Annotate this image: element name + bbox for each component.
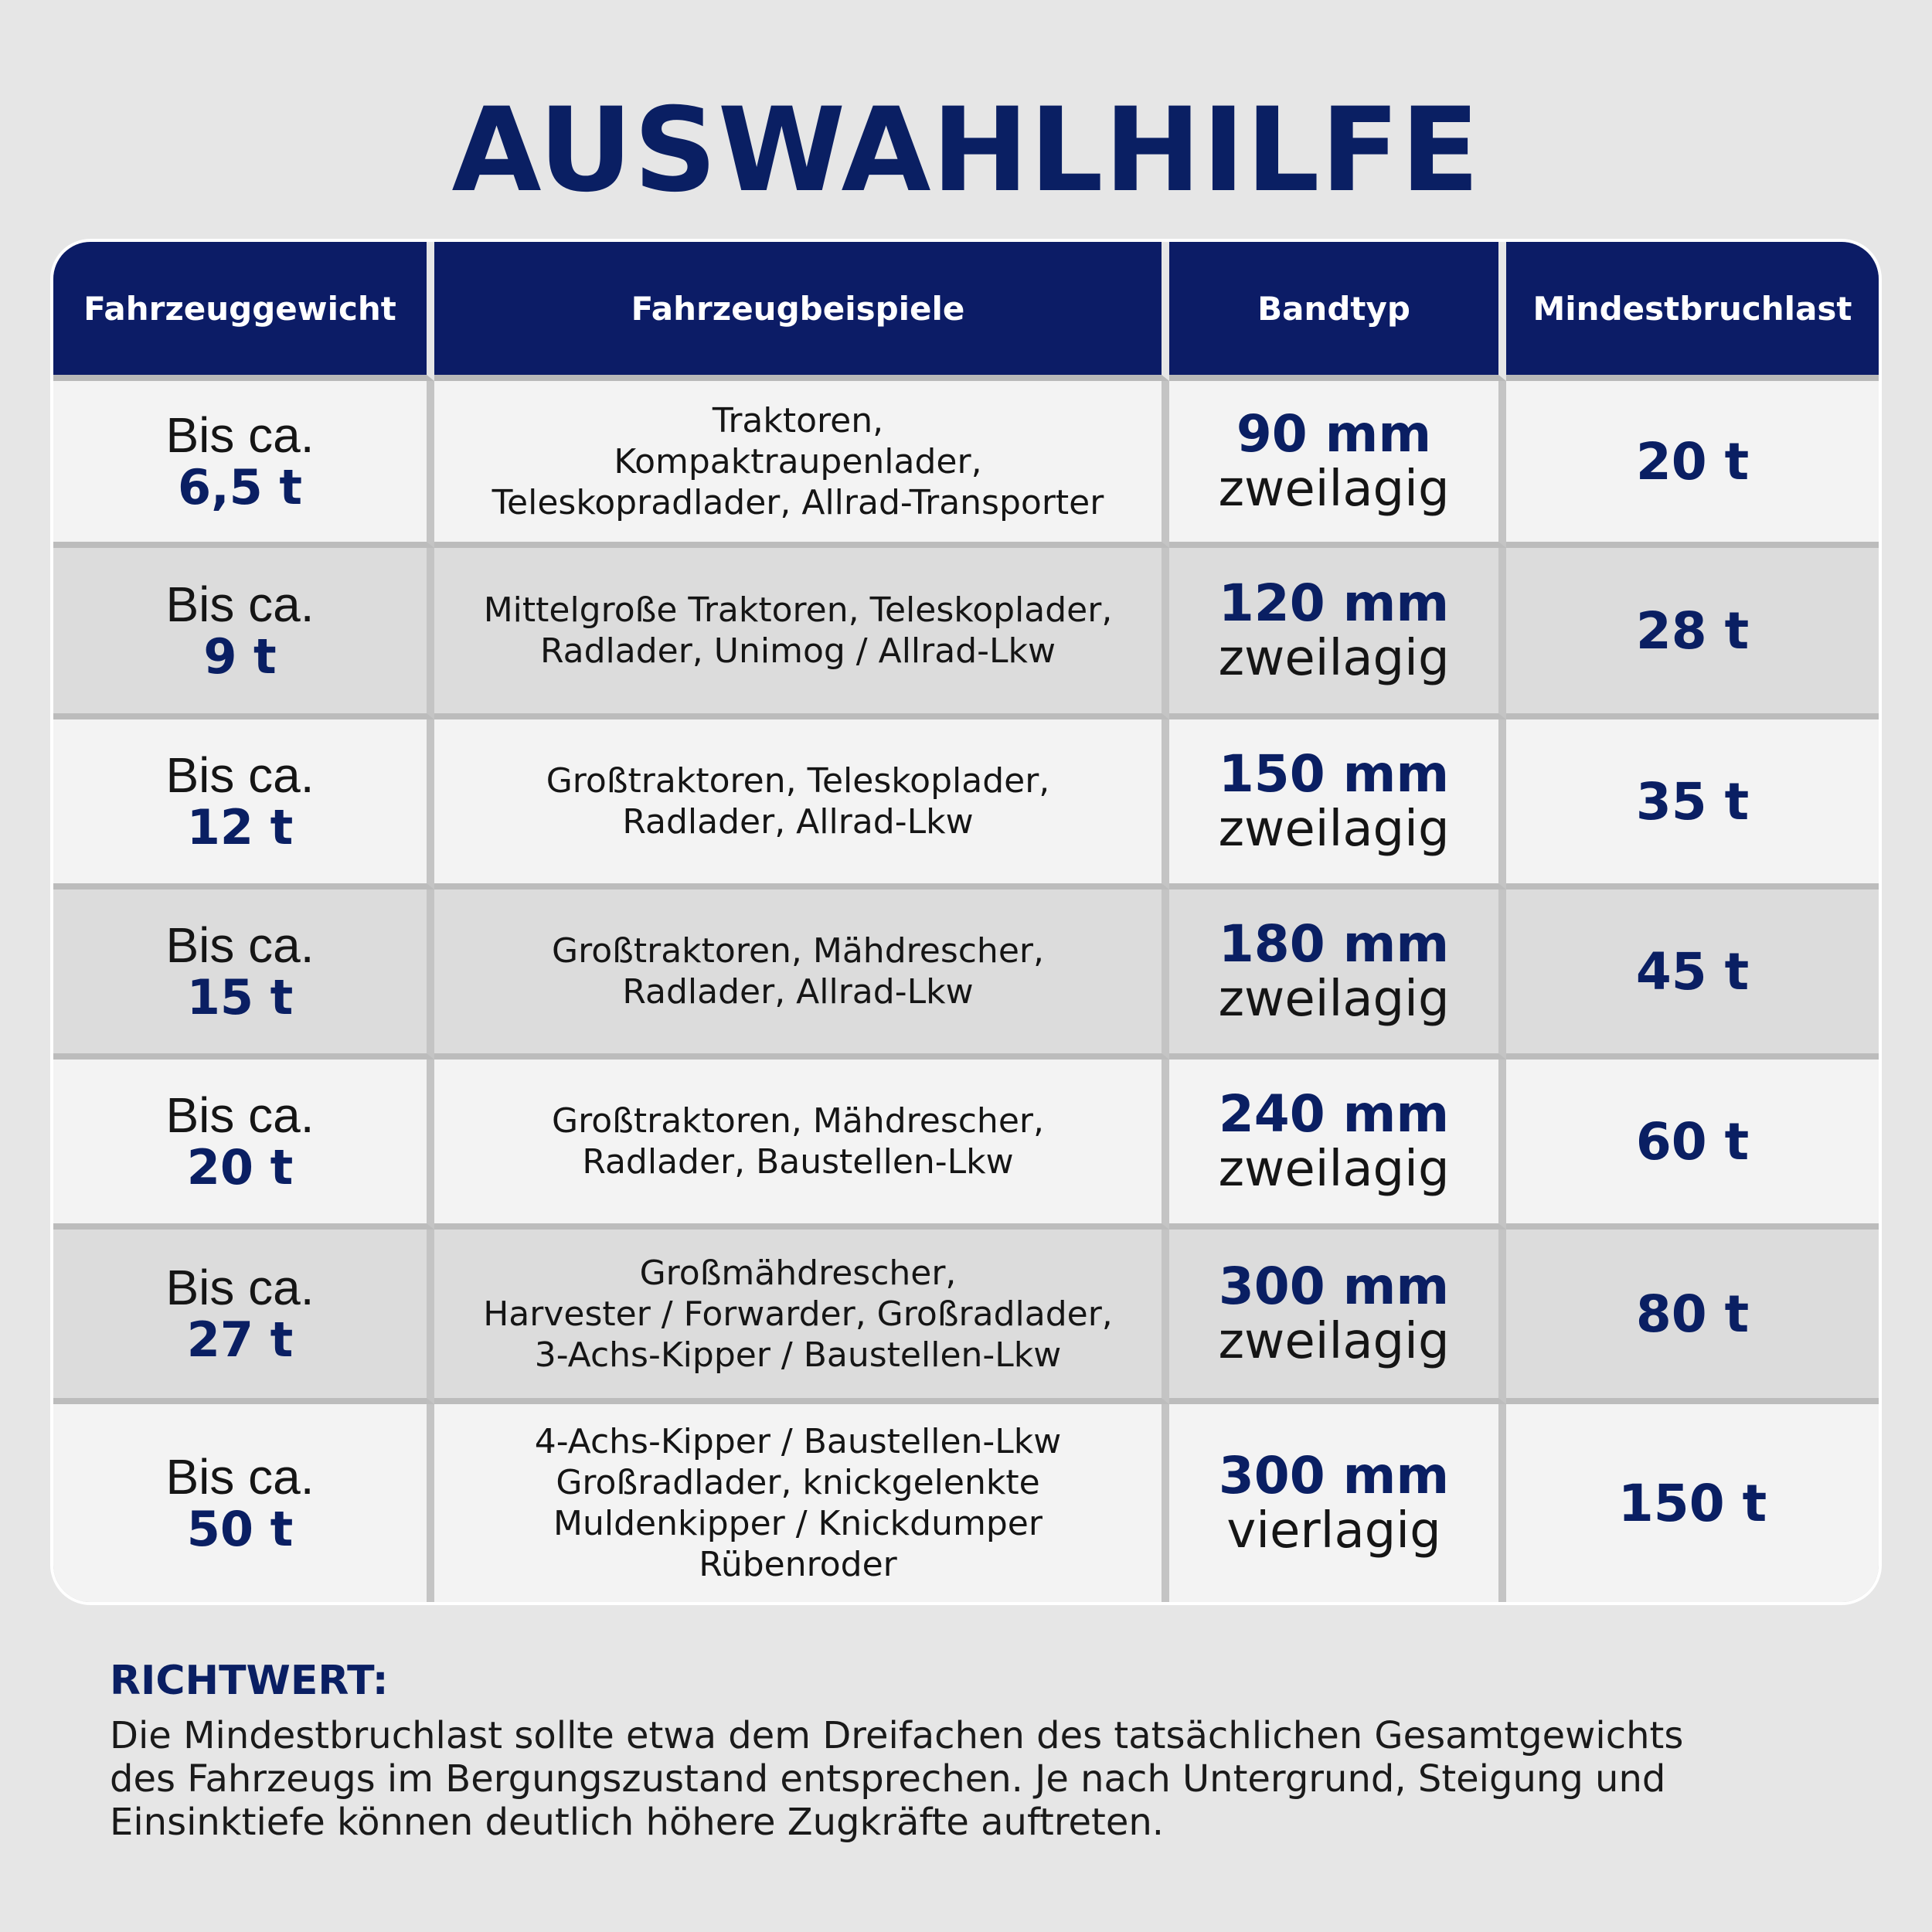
example-line: Großtraktoren, Teleskoplader, xyxy=(546,761,1050,801)
weight-prefix: Bis ca. xyxy=(165,1449,315,1505)
band-size: 90 mm xyxy=(1236,404,1432,464)
example-line: Harvester / Forwarder, Großradlader, xyxy=(483,1294,1113,1334)
weight-value: 12 t xyxy=(186,799,294,855)
example-line: Rübenroder xyxy=(699,1545,897,1584)
table-row xyxy=(53,719,1879,889)
band-size: 240 mm xyxy=(1218,1084,1450,1144)
weight-cell xyxy=(53,548,434,719)
breaking-load-cell: 80 t xyxy=(1506,1230,1879,1404)
example-line: Großmähdrescher, xyxy=(639,1253,957,1293)
band-cell xyxy=(1169,548,1506,719)
weight-cell xyxy=(53,1404,434,1602)
example-line: Radlader, Baustellen-Lkw xyxy=(582,1142,1014,1182)
table-row xyxy=(53,1060,1879,1230)
examples-cell xyxy=(434,381,1169,548)
band-layers: zweilagig xyxy=(1218,1141,1450,1198)
breaking-load-cell: 45 t xyxy=(1506,889,1879,1060)
example-line: Radlader, Allrad-Lkw xyxy=(622,802,974,842)
weight-value: 6,5 t xyxy=(177,459,303,515)
example-line: Großtraktoren, Mähdrescher, xyxy=(552,1101,1044,1141)
table-row xyxy=(53,1404,1879,1602)
weight-prefix: Bis ca. xyxy=(165,747,315,803)
note-line: Die Mindestbruchlast sollte etwa dem Dreifachen des tatsächlichen Gesamtgewichts xyxy=(110,1714,1684,1757)
band-size: 150 mm xyxy=(1218,744,1450,804)
band-cell xyxy=(1169,381,1506,548)
weight-prefix: Bis ca. xyxy=(165,1260,315,1315)
examples-cell xyxy=(434,889,1169,1060)
example-line: 4-Achs-Kipper / Baustellen-Lkw xyxy=(534,1422,1062,1461)
weight-cell xyxy=(53,1230,434,1404)
example-line: 3-Achs-Kipper / Baustellen-Lkw xyxy=(534,1335,1062,1375)
example-line: Kompaktraupenlader, xyxy=(614,441,982,481)
example-line: Großradlader, knickgelenkte xyxy=(556,1463,1040,1502)
example-line: Muldenkipper / Knickdumper xyxy=(553,1504,1043,1543)
example-line: Teleskopradlader, Allrad-Transporter xyxy=(492,482,1104,522)
weight-prefix: Bis ca. xyxy=(165,407,315,463)
examples-cell xyxy=(434,548,1169,719)
examples-cell xyxy=(434,1060,1169,1230)
weight-cell xyxy=(53,381,434,548)
band-layers: zweilagig xyxy=(1218,461,1450,518)
weight-value: 9 t xyxy=(203,628,277,685)
table-row xyxy=(53,381,1879,548)
breaking-load-cell: 35 t xyxy=(1506,719,1879,889)
weight-prefix: Bis ca. xyxy=(165,577,315,632)
band-layers: zweilagig xyxy=(1218,801,1450,858)
band-cell xyxy=(1169,719,1506,889)
weight-prefix: Bis ca. xyxy=(165,917,315,973)
band-cell xyxy=(1169,1060,1506,1230)
weight-cell xyxy=(53,1060,434,1230)
breaking-load-cell: 28 t xyxy=(1506,548,1879,719)
examples-cell xyxy=(434,1404,1169,1602)
band-cell xyxy=(1169,1230,1506,1404)
weight-value: 15 t xyxy=(186,969,294,1026)
weight-prefix: Bis ca. xyxy=(165,1087,315,1143)
band-cell xyxy=(1169,889,1506,1060)
breaking-load-cell: 60 t xyxy=(1506,1060,1879,1230)
example-line: Traktoren, xyxy=(712,400,884,440)
band-layers: zweilagig xyxy=(1218,1313,1450,1370)
examples-cell xyxy=(434,719,1169,889)
example-line: Radlader, Allrad-Lkw xyxy=(622,972,974,1012)
header-vehicle-weight: Fahrzeuggewicht xyxy=(53,242,434,381)
header-vehicle-examples: Fahrzeugbeispiele xyxy=(434,242,1169,381)
table-row xyxy=(53,1230,1879,1404)
band-size: 300 mm xyxy=(1218,1257,1450,1316)
note-line: des Fahrzeugs im Bergungszustand entsprechen. Je nach Untergrund, Steigung und xyxy=(110,1757,1666,1801)
page-title: AUSWAHLHILFE xyxy=(451,83,1481,218)
band-size: 180 mm xyxy=(1218,914,1450,974)
weight-value: 20 t xyxy=(186,1139,294,1196)
band-size: 300 mm xyxy=(1218,1446,1450,1505)
example-line: Mittelgroße Traktoren, Teleskoplader, xyxy=(483,590,1113,630)
band-layers: vierlagig xyxy=(1226,1502,1441,1560)
example-line: Radlader, Unimog / Allrad-Lkw xyxy=(540,631,1056,671)
table-header-row xyxy=(53,242,1879,381)
note-body xyxy=(110,1714,1872,1844)
examples-cell xyxy=(434,1230,1169,1404)
band-size: 120 mm xyxy=(1218,573,1450,633)
weight-value: 27 t xyxy=(186,1311,294,1368)
band-layers: zweilagig xyxy=(1218,971,1450,1028)
weight-cell xyxy=(53,719,434,889)
header-band-type: Bandtyp xyxy=(1169,242,1506,381)
example-line: Großtraktoren, Mähdrescher, xyxy=(552,931,1044,971)
breaking-load-cell: 150 t xyxy=(1506,1404,1879,1602)
selection-guide-table xyxy=(53,242,1879,1602)
header-minimum-breaking-load: Mindestbruchlast xyxy=(1506,242,1879,381)
note-line: Einsinktiefe können deutlich höhere Zugkräfte auftreten. xyxy=(110,1801,1165,1844)
weight-value: 50 t xyxy=(186,1501,294,1557)
band-cell xyxy=(1169,1404,1506,1602)
band-layers: zweilagig xyxy=(1218,630,1450,687)
weight-cell xyxy=(53,889,434,1060)
breaking-load-cell: 20 t xyxy=(1506,381,1879,548)
note-heading: RICHTWERT: xyxy=(110,1658,389,1704)
table-row xyxy=(53,889,1879,1060)
table-row xyxy=(53,548,1879,719)
selection-guide-table-card xyxy=(53,242,1879,1602)
